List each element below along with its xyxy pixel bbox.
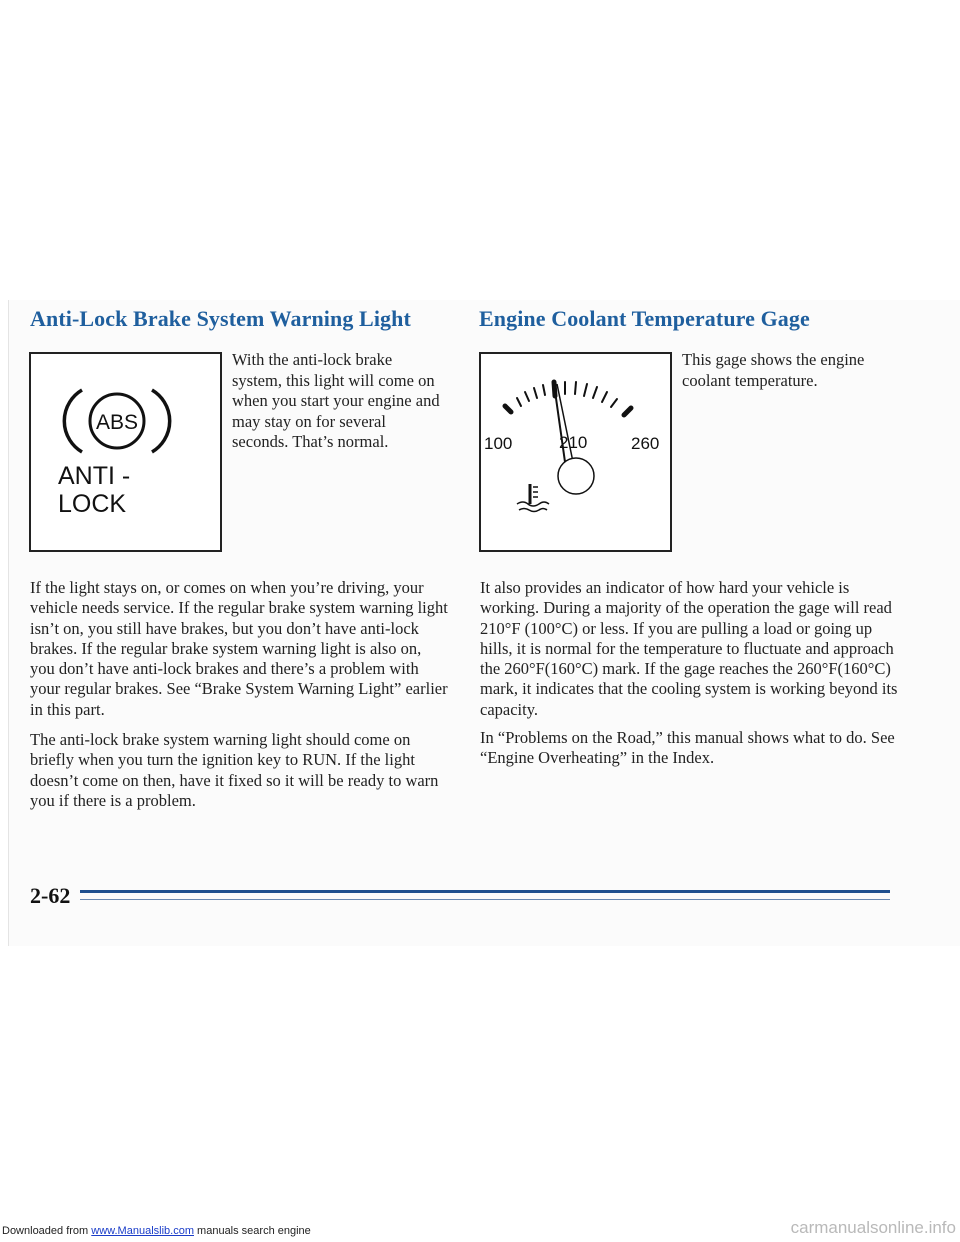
abs-side-text: With the anti-lock brake system, this light will come on when you start your engine and may stay on for several seconds. That’s normal. bbox=[232, 350, 440, 451]
coolant-side-text: This gage shows the engine coolant temperature. bbox=[682, 350, 865, 390]
manualslib-link[interactable]: www.Manualslib.com bbox=[91, 1225, 194, 1237]
watermark: carmanualsonline.info bbox=[790, 1218, 956, 1237]
gage-mid-label: 210 bbox=[559, 433, 588, 452]
coolant-paragraph-1: It also provides an indicator of how hard your vehicle is working. During a majority of the operation the gage will read 210°F (100°C) or less. If you are pulling a load or going up hills, it is normal for the temperature to fluctuate and approach the 260°F(160°C) mark. If the gage reaches the 260°F(160°C) mark, it indicates that the cooling system is working beyond its capacity. bbox=[480, 578, 898, 719]
gage-max-label: 260 bbox=[631, 434, 660, 453]
thermometer-icon bbox=[517, 484, 549, 512]
coolant-section-heading: Engine Coolant Temperature Gage bbox=[479, 306, 810, 331]
download-footer bbox=[2, 1225, 311, 1237]
page-number: 2-62 bbox=[30, 883, 71, 908]
abs-paragraph-1: If the light stays on, or comes on when you’re driving, your vehicle needs service. If the regular brake system warning light isn’t on, you still have brakes, but you don’t have anti-lock brakes. If the regular brake system warning light is also on, you don’t have anti-lock brakes and there’s a problem with your regular brakes. See “Brake System Warning Light” earlier in this part. bbox=[30, 578, 448, 719]
footer-prefix: Downloaded from bbox=[2, 1225, 89, 1237]
abs-symbol-text: ABS bbox=[95, 411, 139, 434]
coolant-gage-dial bbox=[481, 354, 670, 550]
anti-lock-label bbox=[58, 462, 178, 518]
footer-suffix: manuals search engine bbox=[197, 1225, 311, 1237]
coolant-paragraph-2: In “Problems on the Road,” this manual shows what to do. See “Engine Overheating” in the Index. bbox=[480, 728, 895, 768]
anti-lock-label-line2: LOCK bbox=[58, 490, 127, 518]
abs-warning-icon bbox=[52, 380, 182, 462]
abs-section-heading: Anti-Lock Brake System Warning Light bbox=[30, 306, 411, 331]
gage-min-label: 100 bbox=[484, 434, 513, 453]
anti-lock-label-line1: ANTI - bbox=[58, 462, 131, 490]
abs-paragraph-2: The anti-lock brake system warning light should come on briefly when you turn the ignition key to RUN. If the light doesn’t come on then, have it fixed so it will be ready to warn you if there is a problem. bbox=[30, 730, 439, 810]
footer-rule-thick bbox=[80, 890, 890, 893]
footer-rule-thin bbox=[80, 899, 890, 900]
